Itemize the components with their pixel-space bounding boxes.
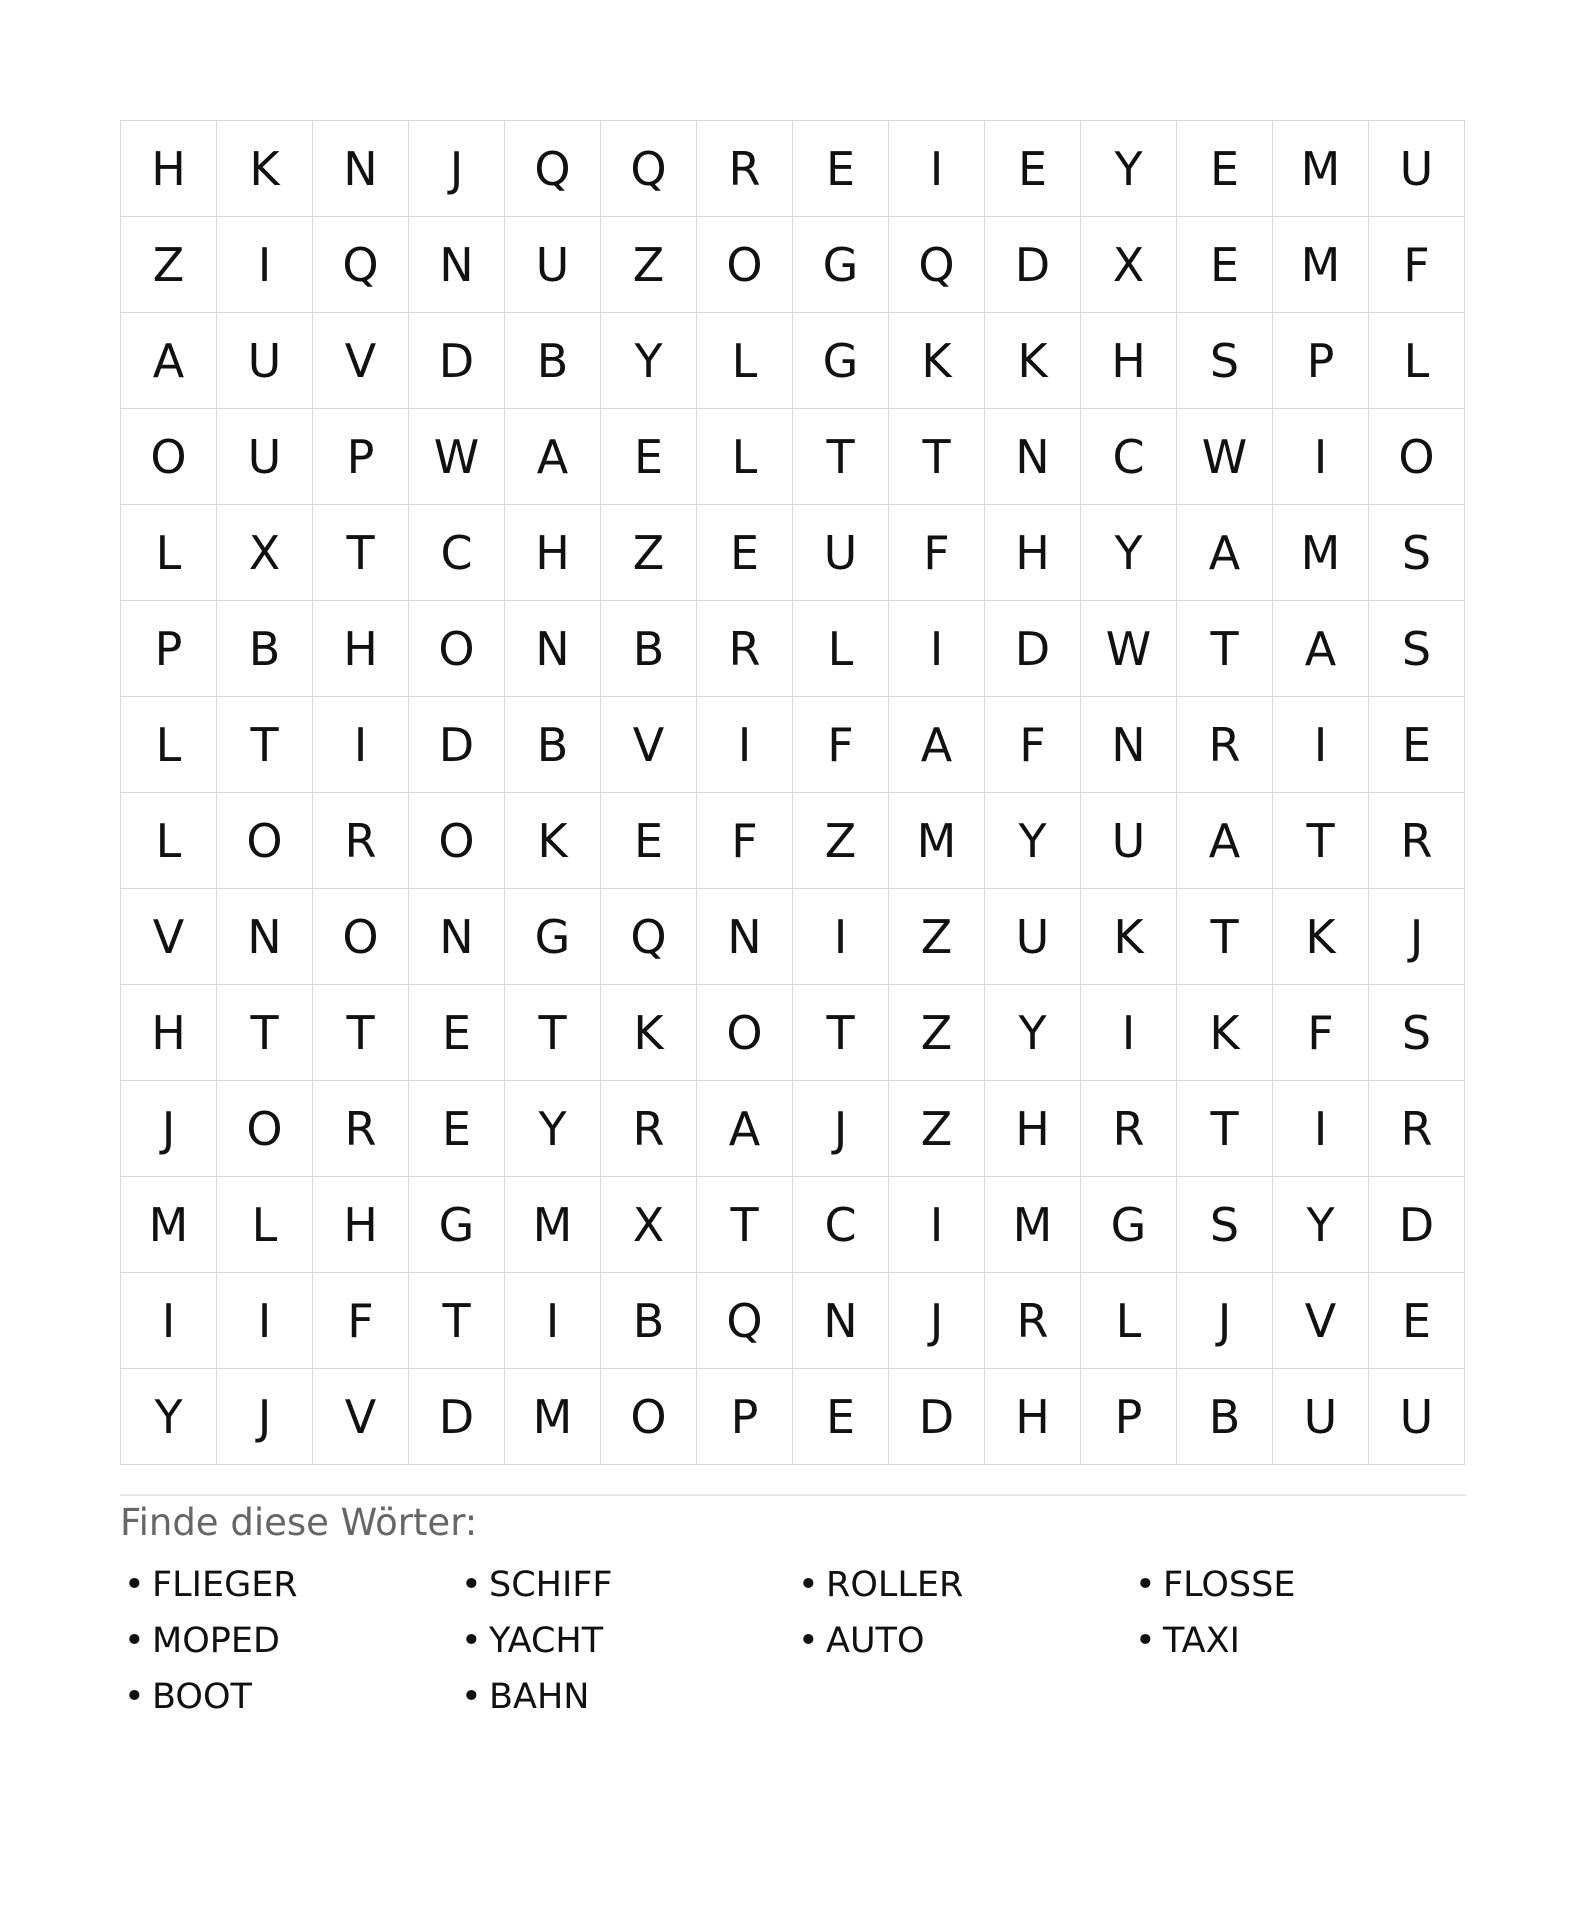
grid-cell[interactable]: J [1369, 889, 1465, 985]
bullet-icon: • [1135, 1565, 1156, 1605]
grid-cell[interactable]: X [601, 1177, 697, 1273]
bullet-icon: • [798, 1565, 819, 1605]
grid-cell[interactable]: K [1177, 985, 1273, 1081]
grid-cell[interactable]: Q [697, 1273, 793, 1369]
grid-cell[interactable]: V [313, 313, 409, 409]
grid-cell[interactable]: A [505, 409, 601, 505]
grid-cell[interactable]: T [889, 409, 985, 505]
grid-cell[interactable]: E [1369, 1273, 1465, 1369]
grid-cell[interactable]: O [121, 409, 217, 505]
grid-cell[interactable]: I [1273, 1081, 1369, 1177]
grid-cell[interactable]: L [697, 313, 793, 409]
grid-cell[interactable]: S [1369, 985, 1465, 1081]
grid-cell[interactable]: L [121, 793, 217, 889]
grid-cell[interactable]: F [793, 697, 889, 793]
word-list-item [120, 1669, 457, 1725]
grid-cell[interactable]: Q [313, 217, 409, 313]
grid-cell[interactable]: N [697, 889, 793, 985]
grid-cell[interactable]: N [793, 1273, 889, 1369]
grid-cell[interactable]: L [1369, 313, 1465, 409]
grid-cell[interactable]: K [217, 121, 313, 217]
grid-cell[interactable]: N [505, 601, 601, 697]
grid-cell[interactable]: W [1081, 601, 1177, 697]
grid-cell[interactable]: R [1369, 793, 1465, 889]
grid-cell[interactable]: X [1081, 217, 1177, 313]
grid-cell[interactable]: Q [601, 121, 697, 217]
grid-cell[interactable]: I [793, 889, 889, 985]
grid-cell[interactable]: C [793, 1177, 889, 1273]
grid-cell[interactable]: M [985, 1177, 1081, 1273]
grid-cell[interactable]: I [217, 217, 313, 313]
grid-cell[interactable]: N [217, 889, 313, 985]
grid-cell[interactable]: A [1273, 601, 1369, 697]
grid-cell[interactable]: G [793, 217, 889, 313]
grid-cell[interactable]: C [1081, 409, 1177, 505]
grid-cell[interactable]: H [985, 1081, 1081, 1177]
grid-cell[interactable]: I [1273, 697, 1369, 793]
word-list-item [794, 1613, 1131, 1669]
grid-cell[interactable]: O [217, 1081, 313, 1177]
grid-cell[interactable]: K [1273, 889, 1369, 985]
grid-cell[interactable]: E [409, 985, 505, 1081]
word-list-item [457, 1613, 794, 1669]
grid-cell[interactable]: Z [889, 1081, 985, 1177]
grid-cell[interactable]: R [1369, 1081, 1465, 1177]
grid-cell[interactable]: E [793, 1369, 889, 1465]
grid-cell[interactable]: E [601, 409, 697, 505]
divider [120, 1494, 1466, 1496]
letter-grid [120, 120, 1466, 1465]
grid-cell[interactable]: K [985, 313, 1081, 409]
grid-cell[interactable]: H [313, 1177, 409, 1273]
grid-cell[interactable]: T [793, 985, 889, 1081]
grid-cell[interactable]: T [697, 1177, 793, 1273]
word-list [120, 1557, 1466, 1725]
grid-cell[interactable]: Z [121, 217, 217, 313]
grid-cell[interactable]: N [409, 889, 505, 985]
grid-cell[interactable]: I [217, 1273, 313, 1369]
grid-cell[interactable]: I [121, 1273, 217, 1369]
grid-cell[interactable]: A [121, 313, 217, 409]
grid-cell[interactable]: Y [1273, 1177, 1369, 1273]
grid-cell[interactable]: U [1081, 793, 1177, 889]
grid-cell[interactable]: U [217, 313, 313, 409]
grid-cell[interactable]: Z [601, 217, 697, 313]
grid-cell[interactable]: M [505, 1369, 601, 1465]
grid-cell[interactable]: Q [601, 889, 697, 985]
grid-cell[interactable]: R [1177, 697, 1273, 793]
grid-cell[interactable]: D [889, 1369, 985, 1465]
grid-cell[interactable]: H [505, 505, 601, 601]
grid-cell[interactable]: O [313, 889, 409, 985]
grid-cell[interactable]: D [985, 601, 1081, 697]
grid-cell[interactable]: J [889, 1273, 985, 1369]
grid-cell[interactable]: I [889, 1177, 985, 1273]
grid-cell[interactable]: Q [505, 121, 601, 217]
grid-cell[interactable]: G [409, 1177, 505, 1273]
grid-cell[interactable]: E [601, 793, 697, 889]
grid-cell[interactable]: B [601, 601, 697, 697]
grid-cell[interactable]: R [985, 1273, 1081, 1369]
grid-cell[interactable]: K [889, 313, 985, 409]
grid-cell[interactable]: L [121, 505, 217, 601]
grid-cell[interactable]: Q [889, 217, 985, 313]
grid-cell[interactable]: G [505, 889, 601, 985]
grid-cell[interactable]: V [1273, 1273, 1369, 1369]
grid-cell[interactable]: U [1369, 1369, 1465, 1465]
word-list-item [794, 1557, 1131, 1613]
word-label: MOPED [152, 1621, 280, 1661]
grid-cell[interactable]: U [1369, 121, 1465, 217]
grid-cell[interactable]: C [409, 505, 505, 601]
grid-cell[interactable]: E [697, 505, 793, 601]
grid-cell[interactable]: R [601, 1081, 697, 1177]
grid-cell[interactable]: H [313, 601, 409, 697]
grid-cell[interactable]: M [505, 1177, 601, 1273]
grid-cell[interactable]: E [985, 121, 1081, 217]
grid-cell[interactable]: A [697, 1081, 793, 1177]
grid-cell[interactable]: W [409, 409, 505, 505]
grid-cell[interactable]: E [793, 121, 889, 217]
grid-cell[interactable]: B [601, 1273, 697, 1369]
grid-cell[interactable]: F [985, 697, 1081, 793]
word-search-puzzle [120, 120, 1466, 1725]
bullet-icon: • [1135, 1621, 1156, 1661]
grid-cell[interactable]: E [1369, 697, 1465, 793]
grid-cell[interactable]: I [313, 697, 409, 793]
grid-cell[interactable]: S [1369, 505, 1465, 601]
grid-cell[interactable]: U [217, 409, 313, 505]
grid-cell[interactable]: G [793, 313, 889, 409]
grid-cell[interactable]: M [1273, 121, 1369, 217]
grid-cell[interactable]: O [697, 217, 793, 313]
grid-cell[interactable]: Y [601, 313, 697, 409]
grid-cell[interactable]: B [1177, 1369, 1273, 1465]
grid-cell[interactable]: H [985, 505, 1081, 601]
grid-cell[interactable]: J [1177, 1273, 1273, 1369]
word-label: AUTO [826, 1621, 925, 1661]
grid-cell[interactable]: F [697, 793, 793, 889]
word-label: TAXI [1163, 1621, 1240, 1661]
grid-cell[interactable]: S [1177, 313, 1273, 409]
grid-cell[interactable]: F [1369, 217, 1465, 313]
word-list-item [457, 1557, 794, 1613]
grid-cell[interactable]: O [217, 793, 313, 889]
grid-cell[interactable]: Y [985, 985, 1081, 1081]
grid-cell[interactable]: T [313, 505, 409, 601]
grid-cell[interactable]: Z [793, 793, 889, 889]
grid-cell[interactable]: D [985, 217, 1081, 313]
grid-cell[interactable]: V [313, 1369, 409, 1465]
word-list-item [457, 1669, 794, 1725]
grid-cell[interactable]: U [793, 505, 889, 601]
grid-cell[interactable]: P [121, 601, 217, 697]
grid-cell[interactable]: Z [601, 505, 697, 601]
grid-cell[interactable]: T [217, 985, 313, 1081]
word-list-title: Finde diese Wörter: [120, 1501, 478, 1544]
grid-cell[interactable]: O [409, 601, 505, 697]
bullet-icon: • [461, 1677, 482, 1717]
grid-cell[interactable]: L [217, 1177, 313, 1273]
grid-cell[interactable]: V [121, 889, 217, 985]
grid-cell[interactable]: W [1177, 409, 1273, 505]
grid-cell[interactable]: O [409, 793, 505, 889]
grid-cell[interactable]: U [505, 217, 601, 313]
grid-cell[interactable]: T [505, 985, 601, 1081]
word-list-item [1131, 1613, 1468, 1669]
grid-cell[interactable]: S [1177, 1177, 1273, 1273]
grid-cell[interactable]: O [697, 985, 793, 1081]
grid-cell[interactable]: I [889, 601, 985, 697]
grid-cell[interactable]: H [121, 985, 217, 1081]
grid-cell[interactable]: X [217, 505, 313, 601]
grid-cell[interactable]: F [889, 505, 985, 601]
grid-cell[interactable]: N [313, 121, 409, 217]
word-label: BAHN [489, 1677, 590, 1717]
grid-cell[interactable]: F [313, 1273, 409, 1369]
grid-cell[interactable]: K [505, 793, 601, 889]
grid-cell[interactable]: T [1177, 1081, 1273, 1177]
grid-cell[interactable]: J [217, 1369, 313, 1465]
grid-cell[interactable]: T [313, 985, 409, 1081]
grid-cell[interactable]: V [601, 697, 697, 793]
grid-cell[interactable]: B [505, 313, 601, 409]
grid-cell[interactable]: M [889, 793, 985, 889]
bullet-icon: • [124, 1677, 145, 1717]
grid-cell[interactable]: N [409, 217, 505, 313]
word-label: BOOT [152, 1677, 252, 1717]
grid-cell[interactable]: D [409, 313, 505, 409]
grid-cell[interactable]: I [889, 121, 985, 217]
grid-cell[interactable]: T [217, 697, 313, 793]
grid-cell[interactable]: R [313, 1081, 409, 1177]
grid-cell[interactable]: E [409, 1081, 505, 1177]
grid-cell[interactable]: B [505, 697, 601, 793]
grid-cell[interactable]: O [601, 1369, 697, 1465]
grid-cell[interactable]: K [1081, 889, 1177, 985]
grid-cell[interactable]: Z [889, 889, 985, 985]
grid-cell[interactable]: M [121, 1177, 217, 1273]
grid-cell[interactable]: Y [985, 793, 1081, 889]
grid-cell[interactable]: P [313, 409, 409, 505]
grid-cell[interactable]: I [1273, 409, 1369, 505]
grid-cell[interactable]: R [697, 121, 793, 217]
grid-cell[interactable]: L [1081, 1273, 1177, 1369]
grid-cell[interactable]: Y [1081, 121, 1177, 217]
grid-cell[interactable]: P [1081, 1369, 1177, 1465]
grid-cell[interactable]: B [217, 601, 313, 697]
grid-cell[interactable]: S [1369, 601, 1465, 697]
grid-cell[interactable]: Y [1081, 505, 1177, 601]
word-list-item [120, 1557, 457, 1613]
grid-cell[interactable]: U [985, 889, 1081, 985]
grid-cell[interactable]: J [121, 1081, 217, 1177]
grid-cell[interactable]: A [1177, 505, 1273, 601]
word-list-item [120, 1613, 457, 1669]
grid-cell[interactable]: Y [505, 1081, 601, 1177]
grid-cell[interactable]: I [697, 697, 793, 793]
grid-cell[interactable]: N [985, 409, 1081, 505]
word-label: YACHT [489, 1621, 604, 1661]
grid-cell[interactable]: P [697, 1369, 793, 1465]
bullet-icon: • [461, 1565, 482, 1605]
grid-cell[interactable]: T [1177, 601, 1273, 697]
grid-cell[interactable]: F [1273, 985, 1369, 1081]
grid-cell[interactable]: T [1273, 793, 1369, 889]
bullet-icon: • [124, 1621, 145, 1661]
grid-cell[interactable]: H [985, 1369, 1081, 1465]
grid-cell[interactable]: J [793, 1081, 889, 1177]
grid-cell[interactable]: K [601, 985, 697, 1081]
grid-cell[interactable]: M [1273, 505, 1369, 601]
grid-cell[interactable]: Z [889, 985, 985, 1081]
grid-cell[interactable]: I [505, 1273, 601, 1369]
bullet-icon: • [124, 1565, 145, 1605]
bullet-icon: • [461, 1621, 482, 1661]
grid-cell[interactable]: A [1177, 793, 1273, 889]
grid-cell[interactable]: T [793, 409, 889, 505]
word-label: FLIEGER [152, 1565, 298, 1605]
grid-cell[interactable]: D [409, 1369, 505, 1465]
grid-cell[interactable]: R [313, 793, 409, 889]
word-label: FLOSSE [1163, 1565, 1296, 1605]
grid-cell[interactable]: L [121, 697, 217, 793]
grid-cell[interactable]: G [1081, 1177, 1177, 1273]
word-label: ROLLER [826, 1565, 964, 1605]
grid-cell[interactable]: J [409, 121, 505, 217]
grid-cell[interactable]: H [1081, 313, 1177, 409]
grid-cell[interactable]: A [889, 697, 985, 793]
word-list-item [1131, 1557, 1468, 1613]
grid-cell[interactable]: O [1369, 409, 1465, 505]
grid-cell[interactable]: N [1081, 697, 1177, 793]
bullet-icon: • [798, 1621, 819, 1661]
grid-cell[interactable]: Y [121, 1369, 217, 1465]
grid-cell[interactable]: I [1081, 985, 1177, 1081]
grid-cell[interactable]: H [121, 121, 217, 217]
grid-cell[interactable]: T [409, 1273, 505, 1369]
grid-cell[interactable]: P [1273, 313, 1369, 409]
grid-cell[interactable]: L [793, 601, 889, 697]
word-label: SCHIFF [489, 1565, 613, 1605]
grid-cell[interactable]: U [1273, 1369, 1369, 1465]
grid-cell[interactable]: R [1081, 1081, 1177, 1177]
grid-cell[interactable]: L [697, 409, 793, 505]
grid-cell[interactable]: D [409, 697, 505, 793]
grid-cell[interactable]: E [1177, 217, 1273, 313]
grid-cell[interactable]: R [697, 601, 793, 697]
grid-cell[interactable]: E [1177, 121, 1273, 217]
grid-cell[interactable]: T [1177, 889, 1273, 985]
grid-cell[interactable]: M [1273, 217, 1369, 313]
grid-cell[interactable]: D [1369, 1177, 1465, 1273]
